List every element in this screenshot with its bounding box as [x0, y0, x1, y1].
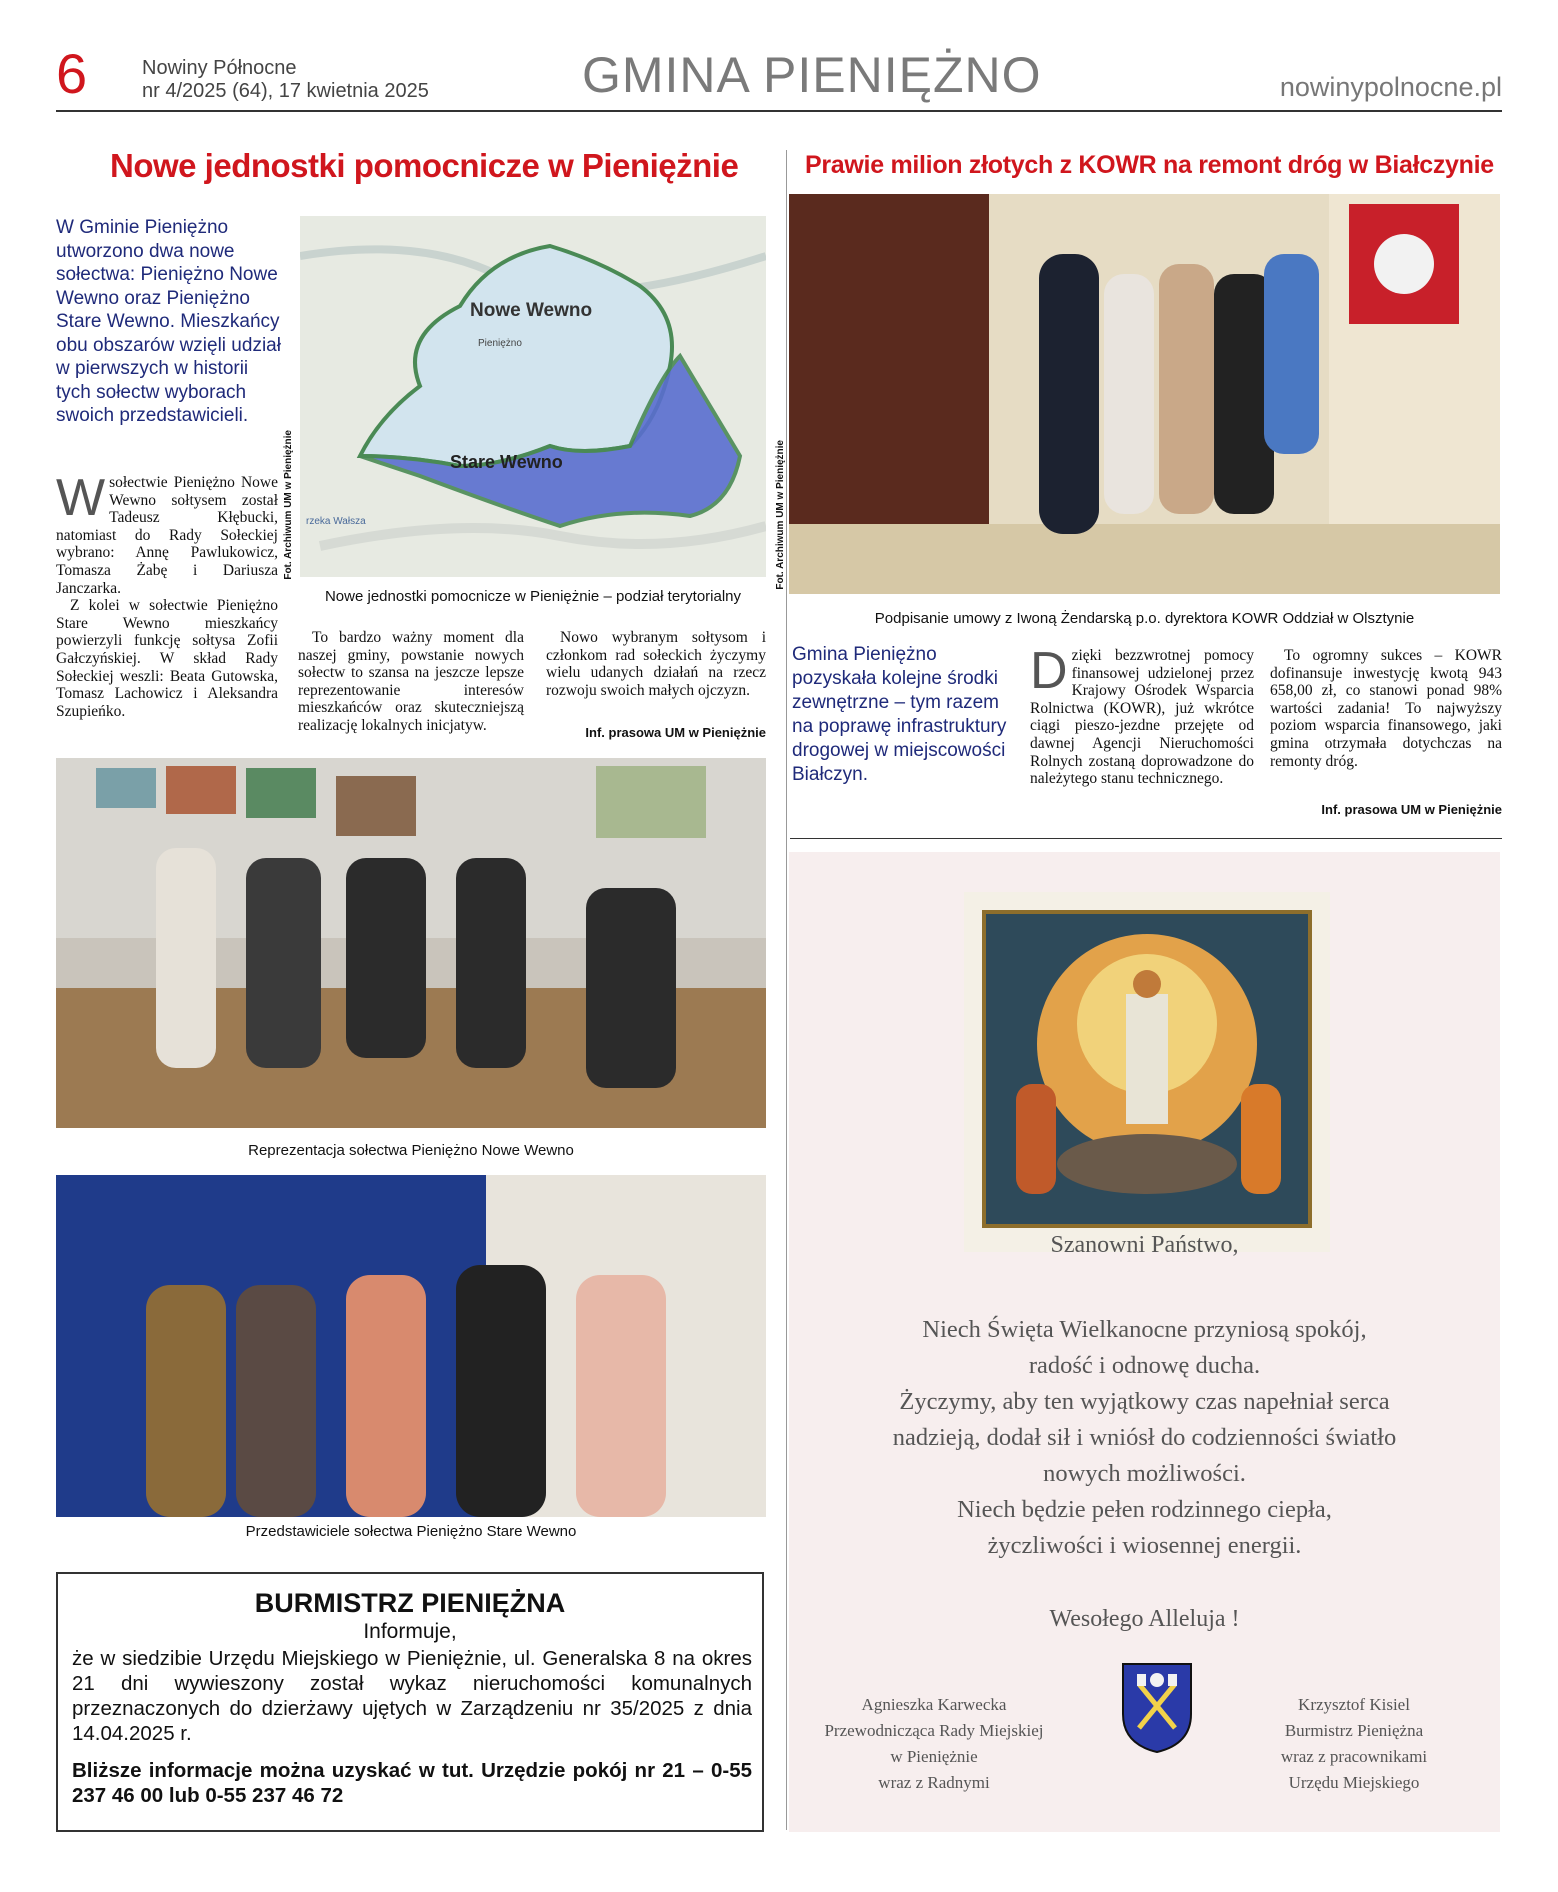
group-photo-2-caption: Przedstawiciele sołectwa Pieniężno Stare Wewno [245, 1523, 577, 1540]
right-para-1: zięki bezzwrotnej pomocy finansowej udzielonej przez Krajowy Ośrodek Wsparcia Rolnictwa (KOWR), już wkrótce ciągi pieszo-jezdne przejęte od dawnej Agencji Nieruchomości Rolnych zostaną doprowadzone do należytego stanu technicznego. [1030, 647, 1254, 788]
card-wish-line: życzliwości i wiosennej energii. [987, 1532, 1302, 1559]
right-dropcap: D [1030, 642, 1068, 700]
card-signature-right [1219, 1692, 1489, 1796]
mayor-notice-box [56, 1572, 764, 1832]
right-para-2: To ogromny sukces – KOWR dofinansuje inwestycję kwotą 943 658,00 zł, co stanowi ponad 98% wartości zadania! To najwyższy poziom wsparcia finansowego, jaki gmina otrzymała dotychczas na remonty dróg. [1270, 647, 1502, 770]
right-article-body-col1 [1030, 642, 1254, 788]
right-article-credit: Inf. prasowa UM w Pieniężnie [1321, 802, 1502, 817]
signature-line: Przewodnicząca Rady Miejskiej [824, 1721, 1044, 1740]
page-number: 6 [56, 42, 88, 105]
stained-glass-image [982, 910, 1312, 1228]
left-article-credit: Inf. prasowa UM w Pieniężnie [585, 725, 766, 740]
notice-body: że w siedzibie Urzędu Miejskiego w Pieniężnie, ul. Generalska 8 na okres 21 dni wywieszony został wykaz nieruchomości komunalnych przeznaczonych do dzierżawy ujętych w Zarządzeniu nr 35/2025 z dnia 14.04.2025 r. [72, 1647, 752, 1745]
easter-greeting-card [789, 852, 1500, 1832]
site-url[interactable]: nowinypolnocne.pl [1279, 72, 1502, 102]
signature-line: Krzysztof Kisiel [1298, 1695, 1410, 1714]
issue-info: nr 4/2025 (64), 17 kwietnia 2025 [142, 80, 429, 102]
card-wish-line: nowych możliwości. [1043, 1460, 1246, 1487]
card-wish-line: Niech Święta Wielkanocne przyniosą spokój, [922, 1316, 1367, 1343]
office-photo-credit: Fot. Archiwum UM w Pieniężnie [775, 440, 786, 590]
right-article-body-col2 [1270, 647, 1502, 770]
left-para-1: sołectwie Pieniężno Nowe Wewno sołtysem został Tadeusz Kłębucki, natomiast do Rady Sołeckiej wybrano: Annę Pawlukowicz, Tomasza Żabę i Dariusza Janczarka. [56, 474, 278, 597]
group-photo-1-caption: Reprezentacja sołectwa Pieniężno Nowe Wewno [248, 1142, 574, 1159]
signature-line: wraz z pracownikami [1280, 1747, 1428, 1766]
map-label-river: rzeka Wałsza [306, 516, 366, 527]
card-wish-line: Życzymy, aby ten wyjątkowy czas napełniał serca [899, 1388, 1390, 1415]
notice-title: BURMISTRZ PIENIĘŻNA [254, 1588, 566, 1618]
left-article-body-col3 [546, 629, 766, 699]
header-rule [56, 110, 1502, 112]
card-wish-line: radość i odnowę ducha. [1028, 1352, 1261, 1379]
column-divider [786, 150, 787, 1830]
group-photo-nowe-wewno [56, 758, 766, 1128]
left-dropcap: W [56, 469, 106, 527]
notice-subtitle: Informuje, [363, 1620, 457, 1643]
territory-map [300, 216, 766, 577]
map-photo-credit: Fot. Archiwum UM w Pieniężnie [283, 430, 294, 580]
left-article-headline: Nowe jednostki pomocnicze w Pieniężnie [110, 147, 739, 184]
notice-contact: Bliższe informacje można uzyskać w tut. Urzędzie pokój nr 21 – 0-55 237 46 00 lub 0-55 237 46 72 [72, 1759, 752, 1807]
left-article-body-col1 [56, 469, 278, 720]
left-para-2: Z kolei w sołectwie Pieniężno Stare Wewno mieszkańcy powierzyli funkcję sołtysa Zofii Gałczyńskiej. W skład Rady Sołeckiej weszli: Beata Gutowska, Tomasz Lachowicz i Aleksandra Szupieńko. [56, 597, 278, 720]
right-article-lead: Gmina Pieniężno pozyskała kolejne środki zewnętrzne – tym razem na poprawę infrastruktury drogowej w miejscowości Białczyn. [792, 644, 1007, 785]
left-article-lead: W Gminie Pieniężno utworzono dwa nowe sołectwa: Pieniężno Nowe Wewno oraz Pieniężno Stare Wewno. Mieszkańcy obu obszarów wzięli udział w pierwszych w historii tych sołectw wyborach swoich przedstawicieli. [56, 217, 281, 426]
map-label-town: Pieniężno [478, 338, 522, 349]
resurrection-stained-glass [986, 914, 1308, 1224]
signature-line: w Pieniężnie [890, 1747, 978, 1766]
map-photo [300, 216, 766, 577]
right-article-headline: Prawie milion złotych z KOWR na remont dróg w Białczynie [805, 151, 1494, 179]
picture-frame [964, 892, 1330, 1252]
card-wishes [829, 1312, 1460, 1564]
left-para-3: To bardzo ważny moment dla naszej gminy, powstanie nowych sołectw to szansa na jeszcze lepsze reprezentowanie interesów mieszkańców oraz skuteczniejszą realizację lokalnych inicjatyw. [298, 629, 524, 734]
right-section-divider [790, 838, 1502, 839]
map-label-north: Nowe Wewno [470, 300, 593, 321]
section-title: GMINA PIENIĘŻNO [582, 47, 1042, 103]
signature-line: Burmistrz Pieniężna [1284, 1721, 1424, 1740]
signature-line: Agnieszka Karwecka [861, 1695, 1007, 1714]
left-para-4: Nowo wybranym sołtysom i członkom rad sołeckich życzymy wielu udanych działań na rzecz rozwoju swoich małych ojczyzn. [546, 629, 766, 699]
card-greeting: Szanowni Państwo, [1050, 1232, 1239, 1258]
signature-line: wraz z Radnymi [878, 1773, 990, 1792]
map-label-south: Stare Wewno [450, 452, 563, 472]
card-wish-line: nadzieją, dodał sił i wniósł do codzienności światło [892, 1424, 1397, 1451]
group-photo-stare-wewno [56, 1175, 766, 1517]
card-alleluja: Wesołego Alleluja ! [1049, 1606, 1240, 1632]
coat-of-arms-icon [1119, 1660, 1195, 1754]
office-photo-caption: Podpisanie umowy z Iwoną Żendarską p.o. dyrektora KOWR Oddział w Olsztynie [874, 610, 1415, 627]
contract-signing-photo [789, 194, 1500, 594]
left-article-body-col2 [298, 629, 524, 735]
card-wish-line: Niech będzie pełen rodzinnego ciepła, [957, 1496, 1332, 1523]
publication-name: Nowiny Północne [142, 57, 297, 79]
card-signature-left [799, 1692, 1069, 1796]
map-caption: Nowe jednostki pomocnicze w Pieniężnie – podział terytorialny [324, 588, 742, 605]
signature-line: Urzędu Miejskiego [1288, 1773, 1420, 1792]
